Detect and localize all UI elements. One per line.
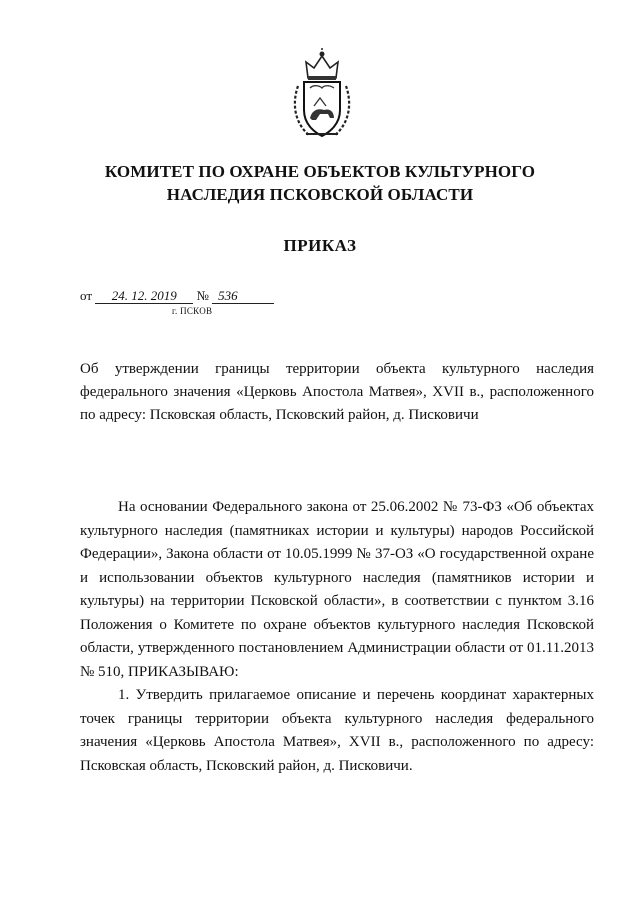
document-type-title: ПРИКАЗ: [283, 236, 357, 255]
organization-name: [0, 160, 640, 206]
organization-name-line-1: КОМИТЕТ ПО ОХРАНЕ ОБЪЕКТОВ КУЛЬТУРНОГО: [104, 162, 536, 181]
order-item-1: 1. Утвердить прилагаемое описание и перечень координат характерных точек границы территории объекта культурного наследия федерального значения «Церковь Апостола Матвея», XVII в., расположенного по адресу: Псковская область, Псковский район, д. Писковичи.: [80, 687, 594, 774]
number-label: №: [196, 288, 209, 303]
handwritten-number: 536: [212, 289, 274, 304]
order-body: [80, 496, 594, 778]
date-from-label: от: [80, 288, 93, 303]
order-preamble: На основании Федерального закона от 25.06.2002 № 73-ФЗ «Об объектах культурного наследия (памятниках истории и культуры) народов Российской Федерации», Закона области от 10.05.1999 № 37-ОЗ «О государственной охране и использовании объектов культурного наследия (памятников истории и культуры) на территории Псковской области», в соответствии с пунктом 3.16 Положения о Комитете по охране объектов культурного наследия Псковской области, утвержденного постановлением Администрации области от 01.11.2013 № 510, ПРИКАЗЫВАЮ:: [80, 499, 594, 680]
organization-name-line-2: НАСЛЕДИЯ ПСКОВСКОЙ ОБЛАСТИ: [166, 185, 474, 204]
handwritten-date: 24. 12. 2019: [95, 289, 193, 304]
order-subject: Об утверждении границы территории объекта культурного наследия федерального значения «Церковь Апостола Матвея», XVII в., расположенного по адресу: Псковская область, Псковский район, д. Писковичи: [80, 361, 594, 423]
date-number-line: [80, 288, 274, 304]
pskov-coat-of-arms-icon: [290, 48, 354, 144]
city-label: г. ПСКОВ: [172, 306, 213, 316]
